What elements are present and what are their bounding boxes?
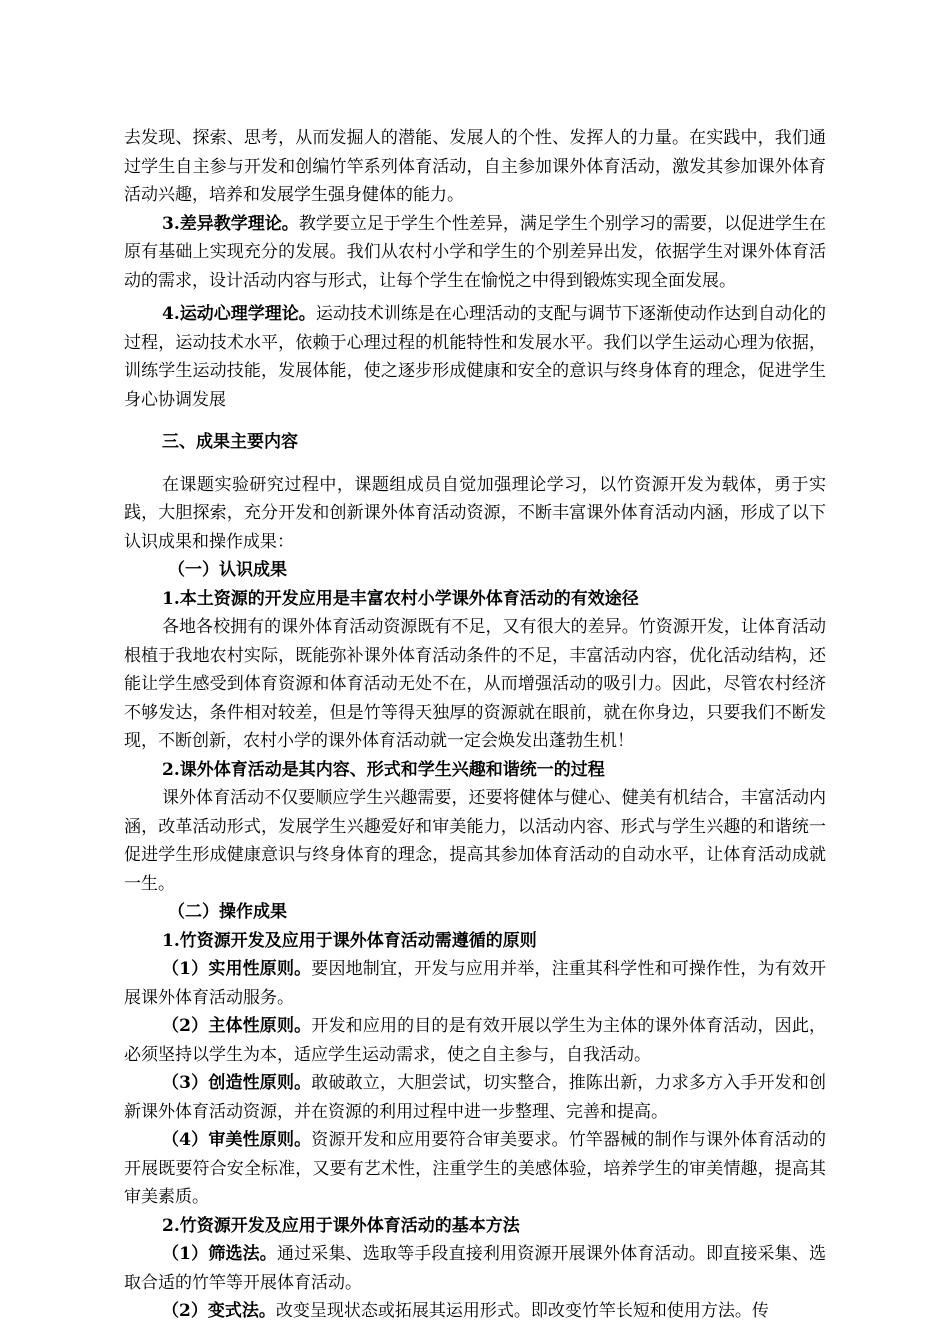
principle-heading: （1）实用性原则。 [162,959,312,979]
item-heading: 2.课外体育活动是其内容、形式和学生兴趣和谐统一的过程 [162,759,605,780]
paragraph-heading: 3.差异教学理论。 [162,213,299,234]
method-paragraph [124,1297,826,1326]
principle-paragraph [124,955,826,1012]
paragraph-text: 开发和应用的目的是有效开展以学生为主体的课外体育活动，因此，必须坚持以学生为本，适应学生运动需求，使之自主参与，自我活动。 [124,1016,826,1065]
item-heading: 1.本土资源的开发应用是丰富农村小学课外体育活动的有效途径 [162,588,639,609]
document-body [124,124,826,1326]
method-paragraph [124,1240,826,1297]
principle-heading: （4）审美性原则。 [162,1130,312,1150]
principle-paragraph [124,1126,826,1212]
subsection-heading: （二）操作成果 [168,902,287,922]
principle-heading: （3）创造性原则。 [162,1073,312,1093]
paragraph-heading: 4.运动心理学理论。 [162,304,316,324]
principle-paragraph [124,1012,826,1069]
subsection-heading: （一）认识成果 [168,560,287,580]
paragraph-text: 改变呈现状态或拓展其运用形式。即改变竹竿长短和使用方法。传 [275,1301,769,1321]
paragraph-text: 资源开发和应用要符合审美要求。竹竿器械的制作与课外体育活动的开展既要符合安全标准，又要有艺术性，注重学生的美感体验，培养学生的审美情趣，提高其审美素质。 [124,1130,826,1207]
item-heading: 2.竹资源开发及应用于课外体育活动的基本方法 [162,1215,520,1236]
paragraph: 课外体育活动不仅要顺应学生兴趣需要，还要将健体与健心、健美有机结合，丰富活动内涵，改革活动形式，发展学生兴趣爱好和审美能力，以活动内容、形式与学生兴趣的和谐统一促进学生形成健康意识与终身体育的理念，提高其参加体育活动的自动水平，让体育活动成就一生。 [124,788,826,894]
paragraph: 去发现、探索、思考，从而发掘人的潜能、发展人的个性、发挥人的力量。在实践中，我们通过学生自主参与开发和创编竹竿系列体育活动，自主参加课外体育活动，激发其参加课外体育活动兴趣，培养和发展学生强身健体的能力。 [124,128,826,205]
paragraph-text: 要因地制宜，开发与应用并举，注重其科学性和可操作性，为有效开展课外体育活动服务。 [124,959,826,1008]
paragraph-text: 通过采集、选取等手段直接利用资源开展课外体育活动。即直接采集、选取合适的竹竿等开展体育活动。 [124,1244,826,1293]
paragraph-text: 敢破敢立，大胆尝试，切实整合，推陈出新，力求多方入手开发和创新课外体育活动资源，并在资源的利用过程中进一步整理、完善和提高。 [124,1073,826,1122]
principle-paragraph [124,1069,826,1126]
paragraph-sport-psychology [124,300,826,414]
principle-heading: （2）主体性原则。 [162,1016,312,1036]
paragraph: 在课题实验研究过程中，课题组成员自觉加强理论学习，以竹资源开发为载体，勇于实践，大胆探索，充分开发和创新课外体育活动资源，不断丰富课外体育活动内涵，形成了以下认识成果和操作成果： [124,474,826,552]
item-heading: 1.竹资源开发及应用于课外体育活动需遵循的原则 [162,930,537,951]
paragraph-text: 教学要立足于学生个性差异，满足学生个别学习的需要，以促进学生在原有基础上实现充分的发展。我们从农村小学和学生的个别差异出发，依据学生对课外体育活动的需求，设计活动内容与形式，让每个学生在愉悦之中得到锻炼实现全面发展。 [124,213,827,291]
paragraph-difference-teaching [124,210,826,296]
paragraph-text: 运动技术训练是在心理活动的支配与调节下逐渐使动作达到自动化的过程，运动技术水平，依赖于心理过程的机能特性和发展水平。我们以学生运动心理为依据，训练学生运动技能，发展体能，使之逐步形成健康和安全的意识与终身体育的理念，促进学生身心协调发展 [124,304,827,410]
section-heading: 三、成果主要内容 [162,432,298,452]
paragraph: 各地各校拥有的课外体育活动资源既有不足，又有很大的差异。竹资源开发，让体育活动根植于我地农村实际，既能弥补课外体育活动条件的不足，丰富活动内容，优化活动结构，还能让学生感受到体育资源和体育活动无处不在，从而增强活动的吸引力。因此，尽管农村经济不够发达，条件相对较差，但是竹等得天独厚的资源就在眼前，就在你身边，只要我们不断发现，不断创新，农村小学的课外体育活动就一定会焕发出蓬勃生机！ [124,617,826,751]
method-heading: （1）筛选法。 [162,1244,277,1264]
method-heading: （2）变式法。 [162,1301,276,1321]
